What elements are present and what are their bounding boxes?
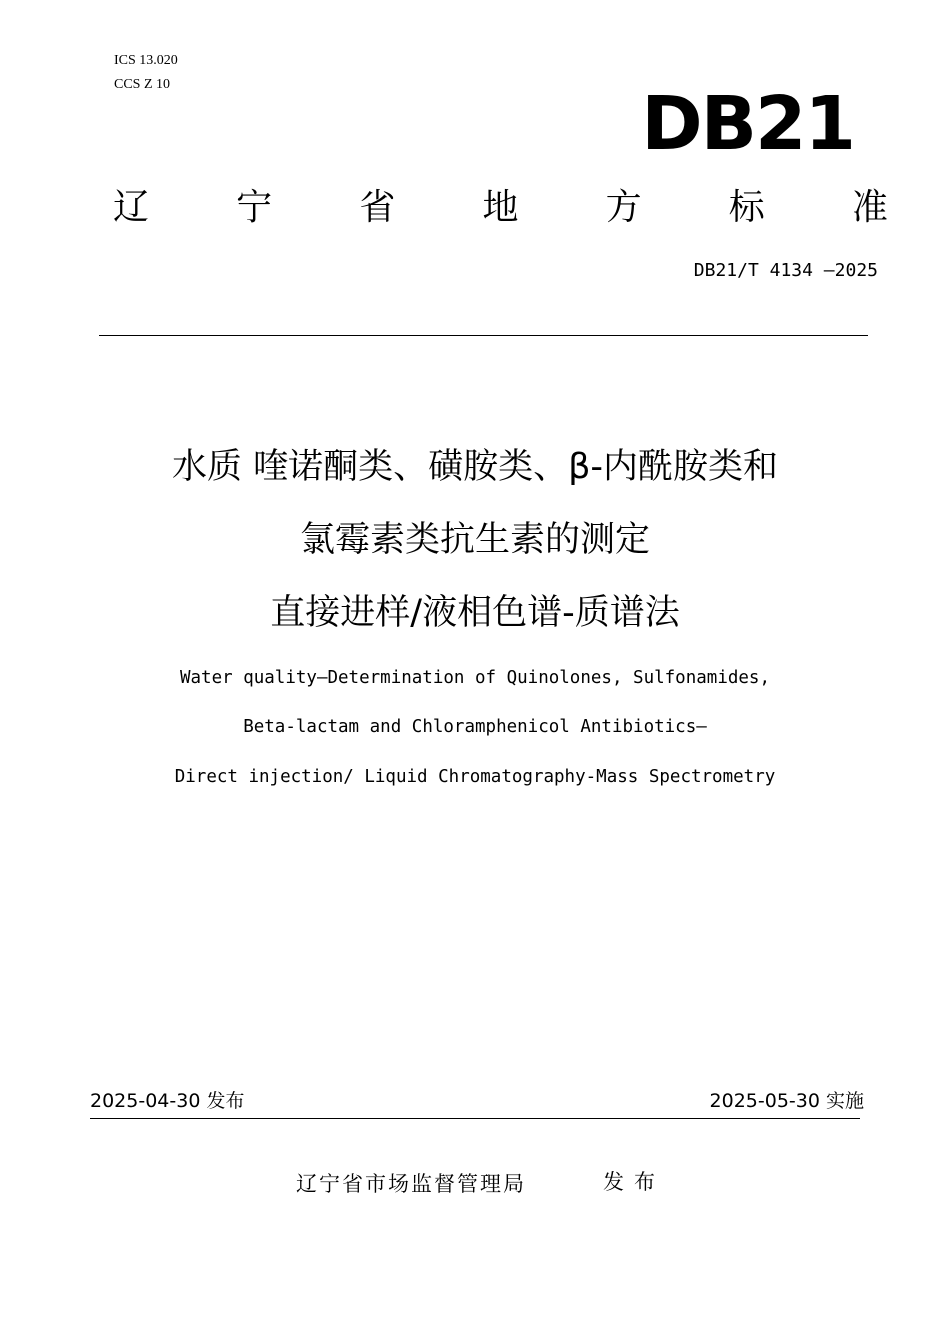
title-cn-line-2: 氯霉素类抗生素的测定 (299, 520, 650, 560)
db21-logo: DB21 (641, 81, 854, 167)
issue-label: 发布 (603, 1170, 665, 1194)
classification-codes (114, 49, 178, 97)
standard-code: DB21/T 4134 —2025 (693, 260, 878, 281)
title-en-line-1: Water quality—Determination of Quinolones, Sulfonamides, (179, 668, 770, 688)
implement-date: 2025-05-30 实施 (709, 1090, 864, 1112)
standard-type-char: 标 (728, 187, 765, 228)
standard-type-char: 方 (605, 187, 642, 228)
standard-type-char: 宁 (236, 187, 273, 228)
standard-type-char: 省 (359, 187, 396, 228)
standard-type-char: 准 (851, 187, 888, 228)
footer-divider (90, 1118, 860, 1119)
ics-code: ICS 13.020 (114, 53, 178, 68)
title-cn-line-3: 直接进样/液相色谱-质谱法 (270, 593, 680, 633)
issuing-authority: 辽宁省市场监督管理局 (296, 1172, 526, 1196)
standard-type-char: 辽 (113, 187, 150, 228)
title-cn-line-1: 水质 喹诺酮类、磺胺类、β-内酰胺类和 (171, 447, 779, 487)
standard-type-title (113, 186, 888, 230)
title-en-line-2: Beta-lactam and Chloramphenicol Antibiotics— (243, 717, 707, 737)
standard-type-char: 地 (482, 187, 519, 228)
header-divider (99, 335, 868, 336)
publish-date: 2025-04-30 发布 (90, 1090, 245, 1112)
title-en-line-3: Direct injection/ Liquid Chromatography-Mass Spectrometry (174, 767, 776, 787)
ccs-code: CCS Z 10 (114, 77, 171, 92)
